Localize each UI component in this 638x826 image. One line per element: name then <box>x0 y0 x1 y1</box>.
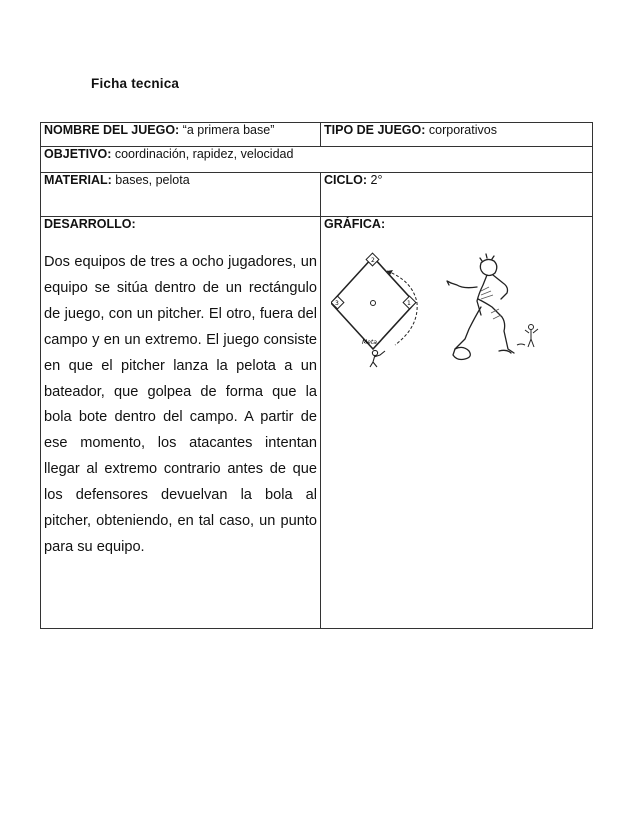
shading-lines <box>481 287 501 319</box>
base-right-number: 1 <box>407 300 411 307</box>
objetivo-value: coordinación, rapidez, velocidad <box>111 147 294 161</box>
ficha-table <box>40 122 593 629</box>
baseball-field-illustration <box>331 247 566 387</box>
document-title: Ficha tecnica <box>91 76 180 91</box>
material-value: bases, pelota <box>111 173 190 187</box>
tipo-label: TIPO DE JUEGO: <box>324 123 426 137</box>
cell-material <box>41 173 321 217</box>
running-path <box>387 271 417 345</box>
pitcher-mound <box>371 301 376 306</box>
running-player-figure <box>447 254 514 360</box>
desarrollo-text: Dos equipos de tres a ocho jugadores, un equipo se sitúa dentro de un rectángulo de juego, con un pitcher. El otro, fuera del campo y en un extremo. El juego consiste en que el pitcher lanza la pelota a un bateador, que golpea de forma que la bola bote dentro del campo. A partir de ese momento, los atacantes intentan llegar al extremo contrario antes de que los defensores devuelvan la bola al pitcher, obteniendo, en tal caso, un punto para su equipo. <box>44 254 317 555</box>
nombre-value: “a primera base” <box>179 123 275 137</box>
cell-ciclo <box>321 173 593 217</box>
home-label: Meta <box>362 339 377 346</box>
background-player-figure <box>517 325 538 348</box>
nombre-label: NOMBRE DEL JUEGO: <box>44 123 180 137</box>
material-label: MATERIAL: <box>44 173 112 187</box>
tipo-value: corporativos <box>425 123 497 137</box>
desarrollo-label: DESARROLLO: <box>44 217 136 231</box>
objetivo-label: OBJETIVO: <box>44 147 112 161</box>
batter-figure <box>370 350 385 367</box>
row-material-ciclo <box>41 173 593 217</box>
cell-objetivo <box>41 147 593 173</box>
base-left-number: 3 <box>335 300 339 307</box>
ciclo-value: 2° <box>367 173 383 187</box>
grafica-label: GRÁFICA: <box>324 217 386 231</box>
row-desarrollo-grafica <box>41 217 593 629</box>
base-top-number: 2 <box>371 257 375 264</box>
cell-nombre <box>41 123 321 147</box>
cell-desarrollo <box>41 217 321 629</box>
ciclo-label: CICLO: <box>324 173 368 187</box>
cell-grafica <box>321 217 593 629</box>
cell-tipo <box>321 123 593 147</box>
row-objetivo <box>41 147 593 173</box>
row-nombre-tipo <box>41 123 593 147</box>
